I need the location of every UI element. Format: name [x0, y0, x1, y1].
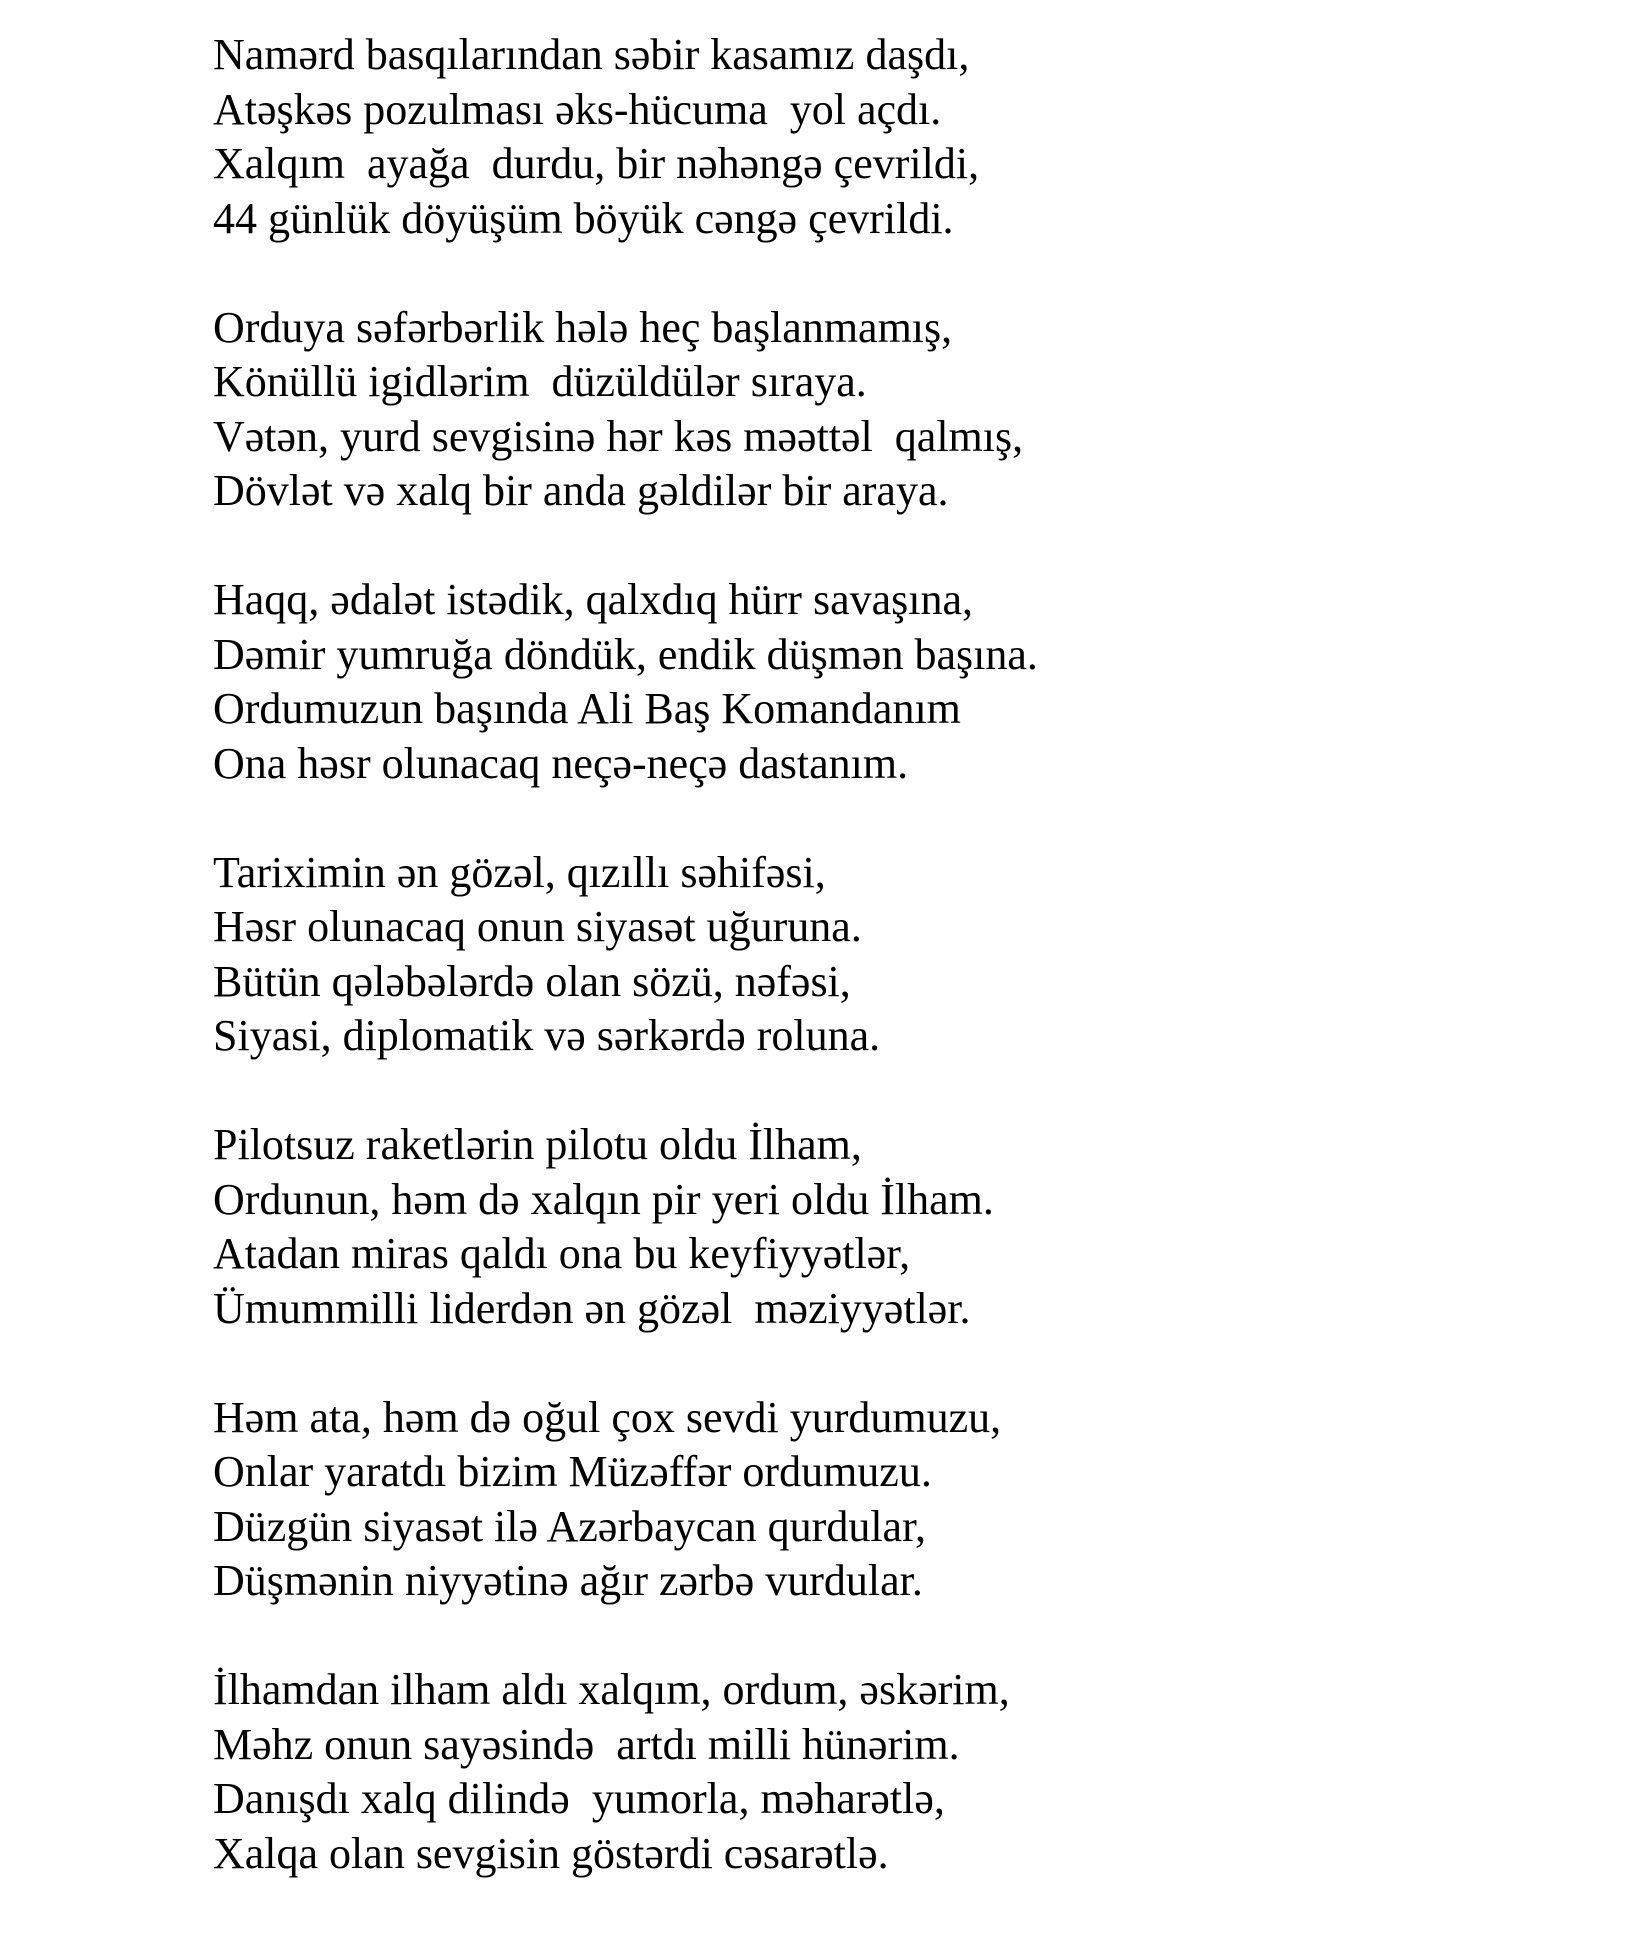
poem-line: Düzgün siyasət ilə Azərbaycan qurdular,	[213, 1501, 926, 1551]
poem-line: Atadan miras qaldı ona bu keyfiyyətlər,	[213, 1229, 911, 1278]
poem-line: 44 günlük döyüşüm böyük cəngə çevrildi.	[213, 193, 954, 243]
poem-line: Namərd basqılarından səbir kasamız daşdı,	[213, 30, 970, 79]
poem-line: Dövlət və xalq bir anda gəldilər bir araya.	[213, 466, 949, 515]
poem-line: Pilotsuz raketlərin pilotu oldu İlham,	[213, 1120, 862, 1169]
stanza-4	[213, 846, 1513, 1064]
poem-line: Ümummilli liderdən ən gözəl məziyyətlər.	[213, 1283, 971, 1333]
stanza-7	[213, 1663, 1513, 1881]
poem-line: Danışdı xalq dilində yumorla, məharətlə,	[213, 1774, 945, 1823]
poem-line: Könüllü igidlərim düzüldülər sıraya.	[213, 357, 867, 406]
poem-line: Xalqım ayağa durdu, bir nəhəngə çevrildi,	[213, 139, 980, 188]
stanza-2	[213, 301, 1513, 519]
poem-line: Atəşkəs pozulması əks-hücuma yol açdı.	[213, 84, 942, 134]
stanza-5	[213, 1118, 1513, 1336]
poem-line: Siyasi, diplomatik və sərkərdə roluna.	[213, 1011, 881, 1060]
poem-line: Ona həsr olunacaq neçə-neçə dastanım.	[213, 738, 909, 788]
stanza-3	[213, 573, 1513, 791]
poem-line: Məhz onun sayəsində artdı milli hünərim.	[213, 1719, 960, 1769]
poem-body	[213, 28, 1513, 1936]
poem-line: Vətən, yurd sevgisinə hər kəs məəttəl qalmış,	[213, 411, 1024, 461]
stanza-1	[213, 28, 1513, 246]
poem-line: Ordumuzun başında Ali Baş Komandanım	[213, 684, 961, 733]
poem-line: İlhamdan ilham aldı xalqım, ordum, əskərim,	[213, 1665, 1010, 1714]
poem-line: Həm ata, həm də oğul çox sevdi yurdumuzu,	[213, 1392, 1002, 1442]
poem-line: Bütün qələbələrdə olan sözü, nəfəsi,	[213, 956, 851, 1006]
poem-line: Həsr olunacaq onun siyasət uğuruna.	[213, 902, 862, 951]
poem-line: Düşmənin niyyətinə ağır zərbə vurdular.	[213, 1556, 923, 1605]
poem-line: Orduya səfərbərlik hələ heç başlanmamış,	[213, 302, 953, 352]
poem-line: Tariximin ən gözəl, qızıllı səhifəsi,	[213, 847, 826, 897]
poem-line: Haqq, ədalət istədik, qalxdıq hürr savaşına,	[213, 575, 974, 624]
poem-line: Ordunun, həm də xalqın pir yeri oldu İlham.	[213, 1174, 994, 1224]
poem-line: Onlar yaratdı bizim Müzəffər ordumuzu.	[213, 1447, 932, 1496]
stanza-6	[213, 1391, 1513, 1609]
poem-line: Dəmir yumruğa döndük, endik düşmən başına.	[213, 629, 1038, 679]
poem-line: Xalqa olan sevgisin göstərdi cəsarətlə.	[213, 1828, 889, 1878]
